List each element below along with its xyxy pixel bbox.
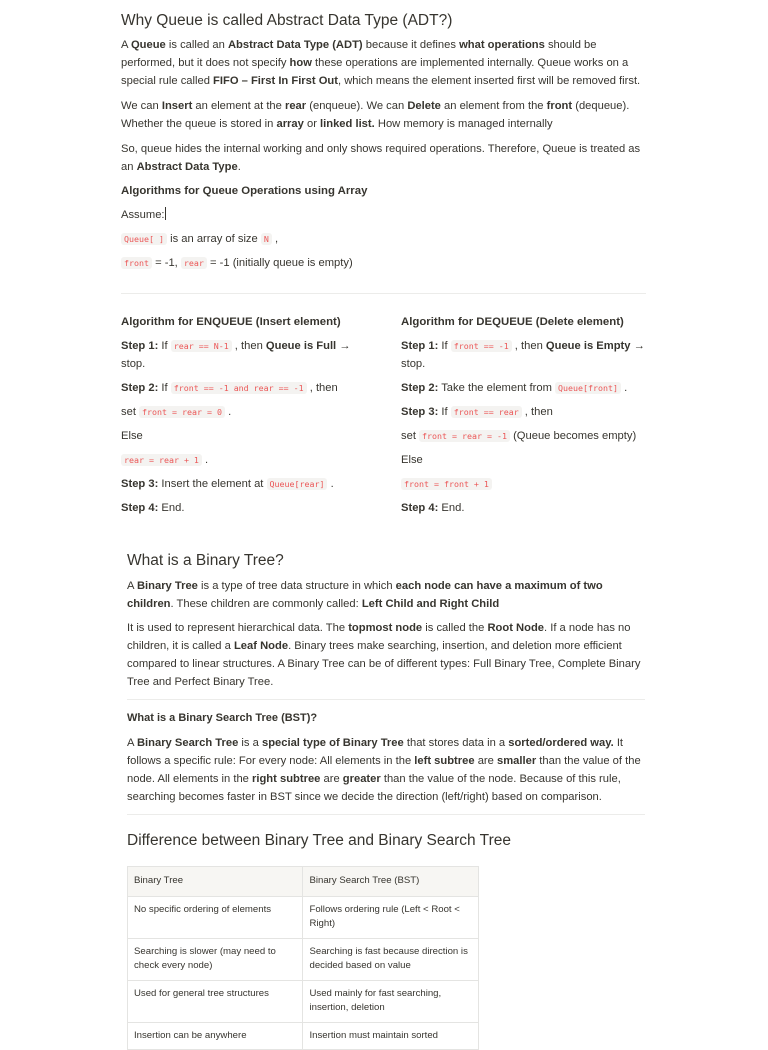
queue-adt-paragraph-1: A Queue is called an Abstract Data Type (ADT) because it defines what operations should be performed, but it does not specify how these operations are implemented internally. Queue works on a special rule called FIFO – First In First Out, which means the element inserted first will be removed first. xyxy=(121,39,641,87)
inline-code: front = rear = 0 xyxy=(139,406,225,418)
enqueue-step-line: rear = rear + 1 . xyxy=(121,451,373,469)
bold-text: Step 1: xyxy=(121,340,159,352)
dequeue-step-line xyxy=(401,475,653,493)
bold-text: Step 1: xyxy=(401,340,439,352)
inline-code: front == -1 and rear == -1 xyxy=(171,382,307,394)
enqueue-step-line: Step 1: If rear == N-1 , then Queue is Full → stop. xyxy=(121,340,351,370)
bold-text: Insert xyxy=(161,100,193,112)
dequeue-step-line: Step 1: If front == -1 , then Queue is Empty → stop. xyxy=(401,340,645,370)
table-row xyxy=(128,1022,479,1050)
enqueue-algorithm xyxy=(121,313,373,517)
assume-array-line: Queue[ ] is an array of size N , xyxy=(121,230,651,248)
inline-code: front == rear xyxy=(451,406,522,418)
bst-title: What is a Binary Search Tree (BST)? xyxy=(127,712,318,724)
inline-code: Queue[front] xyxy=(555,382,621,394)
bold-text: left subtree xyxy=(414,755,475,767)
dequeue-step-line: Step 4: End. xyxy=(401,502,465,514)
assume-line xyxy=(121,206,651,224)
binary-tree-paragraph-2: It is used to represent hierarchical data. The topmost node is called the Root Node. If a node has no children, it is called a Leaf Node. Binary trees make searching, insertion, and deletion more efficient compared to linear structures. A Binary Tree can be of different types: Full Binary Tree, Complete Binary Tree and Perfect Binary Tree. xyxy=(127,622,641,688)
dequeue-step-line: Step 2: Take the element from Queue[front] . xyxy=(401,382,628,394)
bold-text: Binary Tree xyxy=(136,580,198,592)
inline-code: N xyxy=(261,233,272,245)
bold-text: Queue is Full xyxy=(265,340,337,352)
queue-adt-paragraph-2: We can Insert an element at the rear (enqueue). We can Delete an element from the front (dequeue). Whether the queue is stored in array or linked list. How memory is managed internally xyxy=(121,100,630,130)
bold-text: front xyxy=(546,100,573,112)
divider xyxy=(127,814,645,815)
bold-text: sorted/ordered way. xyxy=(508,737,614,749)
inline-code: front == -1 xyxy=(451,340,512,352)
binary-tree-title: What is a Binary Tree? xyxy=(127,552,284,569)
bold-text: topmost node xyxy=(348,622,423,634)
bold-text: Left Child and Right Child xyxy=(361,598,500,610)
table-cell: Insertion must maintain sorted xyxy=(303,1022,479,1050)
binary-tree-section xyxy=(127,550,647,1050)
difference-title: Difference between Binary Tree and Binary Search Tree xyxy=(127,832,511,849)
enqueue-step-line: Else xyxy=(121,430,143,442)
dequeue-algorithm xyxy=(401,313,653,517)
bold-text: special type of Binary Tree xyxy=(261,737,404,749)
bold-text: what operations xyxy=(459,39,545,51)
table-cell: Used for general tree structures xyxy=(128,980,303,1022)
inline-code: Queue[ ] xyxy=(121,233,167,245)
queue-adt-title: Why Queue is called Abstract Data Type (ADT?) xyxy=(121,12,453,29)
text-cursor xyxy=(165,207,166,220)
bold-text: Abstract Data Type xyxy=(136,161,238,173)
table-cell: Used mainly for fast searching, insertion, deletion xyxy=(303,980,479,1022)
inline-code: front = front + 1 xyxy=(401,478,492,490)
bold-text: Step 3: xyxy=(401,406,439,418)
queue-adt-section xyxy=(121,10,651,272)
divider xyxy=(121,293,646,294)
table-cell: Searching is fast because direction is decided based on value xyxy=(303,938,479,980)
algorithms-heading: Algorithms for Queue Operations using Array xyxy=(121,185,368,197)
table-row xyxy=(128,980,479,1022)
inline-code: rear == N-1 xyxy=(171,340,232,352)
table-header-cell: Binary Search Tree (BST) xyxy=(303,867,479,897)
bold-text: how xyxy=(289,57,312,69)
bold-text: Queue xyxy=(130,39,166,51)
dequeue-title: Algorithm for DEQUEUE (Delete element) xyxy=(401,316,624,328)
bold-text: Leaf Node xyxy=(233,640,289,652)
table-header-row xyxy=(128,867,479,897)
bold-text: Step 4: xyxy=(401,502,439,514)
enqueue-step-line: Step 4: End. xyxy=(121,502,185,514)
difference-table xyxy=(127,866,479,1050)
inline-code: front xyxy=(121,257,152,269)
bold-text: Delete xyxy=(407,100,441,112)
table-row xyxy=(128,938,479,980)
enqueue-step-line: Step 2: If front == -1 and rear == -1 , then xyxy=(121,382,338,394)
bold-text: greater xyxy=(342,773,381,785)
divider xyxy=(127,699,645,700)
inline-code: Queue[rear] xyxy=(267,478,328,490)
bold-text: Root Node xyxy=(487,622,545,634)
enqueue-step-line: Step 3: Insert the element at Queue[rear] . xyxy=(121,478,334,490)
bold-text: each node can have a maximum of two children xyxy=(127,580,603,610)
bold-text: FIFO – First In First Out xyxy=(213,75,338,87)
bold-text: right subtree xyxy=(252,773,321,785)
bold-text: Step 2: xyxy=(121,382,159,394)
inline-code: rear xyxy=(181,257,207,269)
bold-text: rear xyxy=(284,100,307,112)
dequeue-step-line: set front = rear = -1 (Queue becomes empty) xyxy=(401,430,637,442)
bold-text: Binary Search Tree xyxy=(136,737,239,749)
table-cell: Insertion can be anywhere xyxy=(128,1022,303,1050)
assume-pointers-line: front = -1, rear = -1 (initially queue is empty) xyxy=(121,254,651,272)
enqueue-step-line: set front = rear = 0 . xyxy=(121,406,232,418)
table-cell: No specific ordering of elements xyxy=(128,896,303,938)
bold-text: linked list. xyxy=(320,118,375,130)
bold-text: Step 3: xyxy=(121,478,159,490)
queue-adt-paragraph-3: So, queue hides the internal working and only shows required operations. Therefore, Queue is treated as an Abstract Data Type. xyxy=(121,143,641,173)
binary-tree-paragraph-1: A Binary Tree is a type of tree data structure in which each node can have a maximum of two children. These children are commonly called: Left Child and Right Child xyxy=(127,580,603,610)
inline-code: rear = rear + 1 xyxy=(121,454,202,466)
bst-paragraph: A Binary Search Tree is a special type of Binary Tree that stores data in a sorted/ordered way. It follows a specific rule: For every node: All elements in the left subtree are smaller than the value of the node. All elements in the right subtree are greater than the value of the node. Because of this rule, searching becomes faster in BST since we decide the direction (left/right) based on comparison. xyxy=(127,737,641,803)
bold-text: Queue is Empty xyxy=(545,340,631,352)
assume-label: Assume: xyxy=(121,209,165,221)
bold-text: smaller xyxy=(496,755,537,767)
enqueue-steps xyxy=(121,337,373,517)
dequeue-step-line: Step 3: If front == rear , then xyxy=(401,406,553,418)
enqueue-title: Algorithm for ENQUEUE (Insert element) xyxy=(121,316,341,328)
bold-text: Abstract Data Type (ADT) xyxy=(227,39,363,51)
table-cell: Follows ordering rule (Left < Root < Right) xyxy=(303,896,479,938)
bold-text: Step 4: xyxy=(121,502,159,514)
table-cell: Searching is slower (may need to check every node) xyxy=(128,938,303,980)
dequeue-steps xyxy=(401,337,653,517)
inline-code: front = rear = -1 xyxy=(419,430,510,442)
table-row xyxy=(128,896,479,938)
dequeue-step-line: Else xyxy=(401,454,423,466)
bold-text: Step 2: xyxy=(401,382,439,394)
bold-text: array xyxy=(276,118,304,130)
table-header-cell: Binary Tree xyxy=(128,867,303,897)
